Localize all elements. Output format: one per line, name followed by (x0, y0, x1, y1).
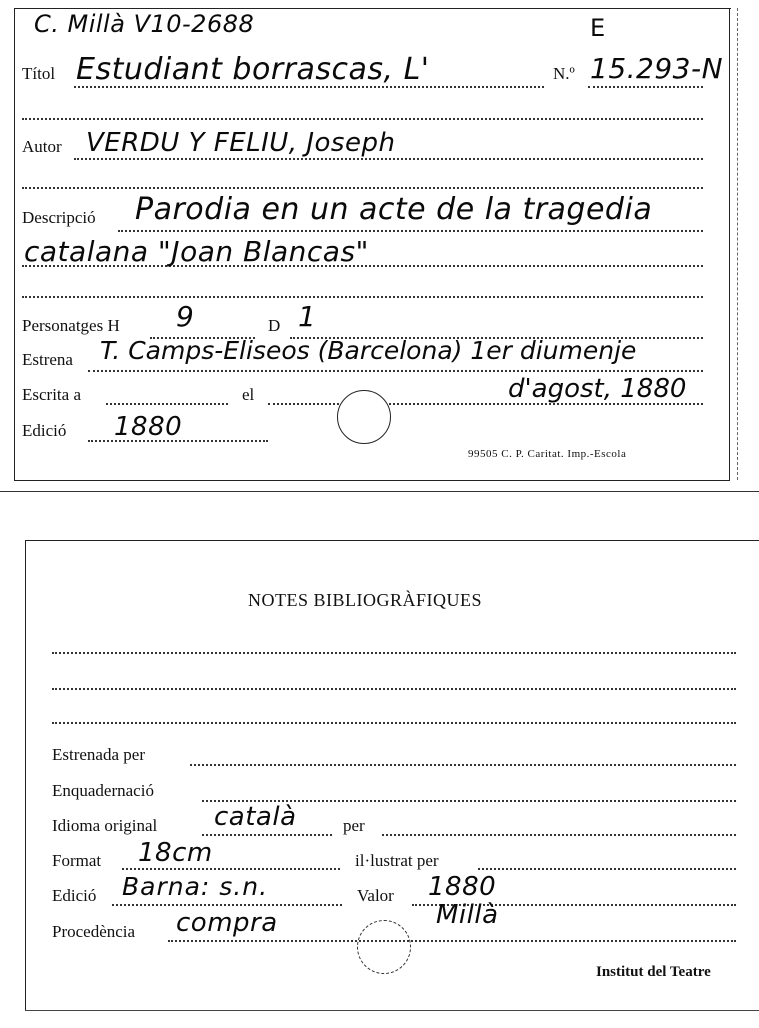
escrita-label: Escrita a (22, 385, 81, 404)
estrena-value: T. Camps-Eliseos (Barcelona) 1er diumenje (100, 336, 637, 365)
autor-line (74, 158, 703, 160)
format-label: Format (52, 851, 102, 870)
autor-label: Autor (22, 137, 62, 156)
idioma-line (202, 834, 332, 836)
estrena-line (88, 370, 703, 372)
escrita-line (106, 403, 228, 405)
idioma-value: català (214, 802, 297, 832)
corner-letter: E (590, 14, 606, 42)
edicio-value: 1880 (114, 412, 183, 442)
titol-label: Títol (22, 64, 56, 83)
numero-label: N.º (553, 64, 575, 83)
card1-perforation-edge (737, 8, 738, 480)
escrita-el-label: el (242, 385, 255, 404)
card2-heading: NOTES BIBLIOGRÀFIQUES (248, 590, 483, 610)
punch-hole (337, 390, 391, 444)
top-note: C. Millà V10-2688 (34, 10, 255, 38)
institution: Institut del Teatre (596, 964, 711, 980)
edicio2-value: Barna: s.n. (122, 872, 269, 901)
card-separator (0, 491, 759, 492)
enquadernacio-label: Enquadernació (52, 781, 154, 800)
blank-line (52, 688, 736, 690)
escrita-el-value: d'agost, 1880 (508, 374, 687, 404)
procedencia-value: compra (176, 908, 278, 938)
estrenada-line (190, 764, 736, 766)
card2-bottom-edge (25, 1010, 759, 1011)
procedencia-line (168, 940, 736, 942)
procedencia-note: Millà (436, 900, 499, 930)
edicio2-label: Edició (52, 886, 97, 905)
illustrat-line (478, 868, 736, 870)
edicio-label: Edició (22, 421, 67, 440)
idioma-label: Idioma original (52, 816, 158, 835)
card2-left-edge (25, 540, 26, 1010)
personatges-h-value: 9 (176, 300, 195, 333)
descripcio-line (118, 230, 703, 232)
estrenada-label: Estrenada per (52, 745, 145, 764)
personatges-label: Personatges H (22, 316, 120, 335)
descripcio-label: Descripció (22, 208, 96, 227)
imprint: 99505 C. P. Caritat. Imp.-Escola (468, 448, 627, 460)
personatges-d-label: D (268, 316, 281, 335)
autor-value: VERDU Y FELIU, Joseph (86, 128, 396, 158)
punch-hole (357, 920, 411, 974)
titol-value: Estudiant borrascas, L' (76, 52, 430, 87)
personatges-d-value: 1 (298, 300, 317, 333)
numero-line (588, 86, 703, 88)
valor-value: 1880 (428, 872, 497, 902)
blank-line (22, 118, 703, 120)
per-label: per (343, 816, 365, 835)
blank-line (22, 187, 703, 189)
estrena-label: Estrena (22, 350, 73, 369)
blank-line (52, 722, 736, 724)
card2-top-edge (25, 540, 759, 541)
procedencia-label: Procedència (52, 922, 136, 941)
descripcio-line1: Parodia en un acte de la tragedia (135, 192, 653, 227)
descripcio-line2: catalana "Joan Blancas" (24, 235, 369, 268)
per-line (382, 834, 736, 836)
format-line (122, 868, 340, 870)
edicio2-line (112, 904, 342, 906)
numero-value: 15.293-N (590, 52, 724, 85)
format-value: 18cm (138, 838, 213, 868)
blank-line (52, 652, 736, 654)
illustrat-label: il·lustrat per (355, 851, 439, 870)
blank-line (22, 296, 703, 298)
valor-label: Valor (357, 886, 394, 905)
